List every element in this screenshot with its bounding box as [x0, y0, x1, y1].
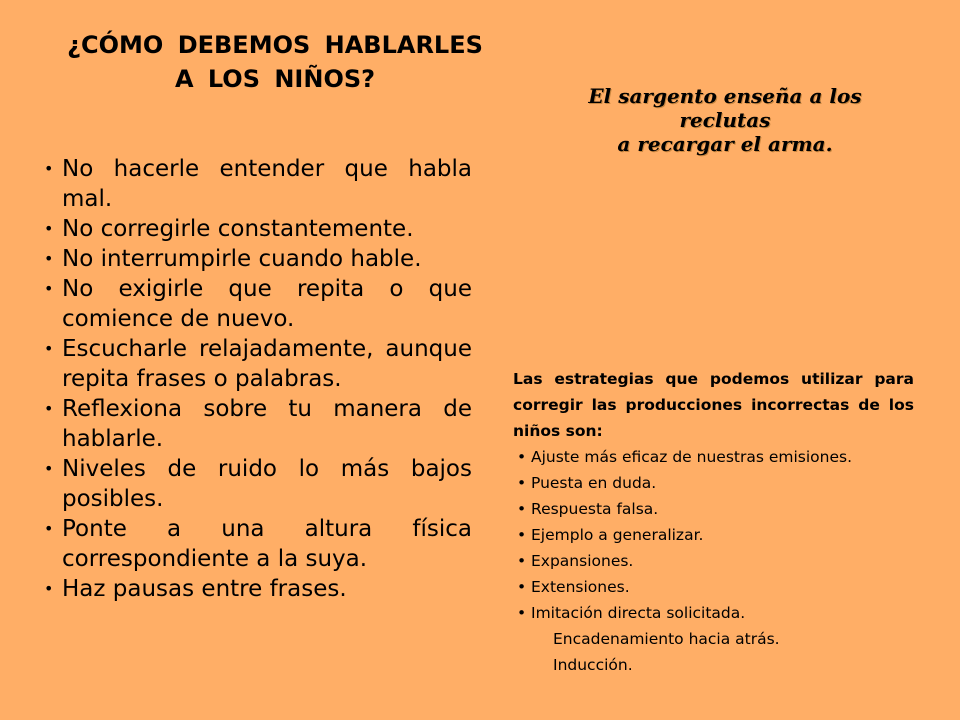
- strategy-item: • Expansiones.: [513, 548, 914, 574]
- strategies-list: [513, 444, 914, 678]
- caption-line-3: a recargar el arma.: [617, 132, 833, 156]
- tip-item: • Reflexiona sobre tu manera de hablarle.: [44, 394, 472, 454]
- page-title: [40, 28, 510, 96]
- caption-line-2: reclutas: [679, 108, 771, 132]
- tip-item: • Escucharle relajadamente, aunque repita frases o palabras.: [44, 334, 472, 394]
- tip-item: • Haz pausas entre frases.: [44, 574, 472, 604]
- tip-item: • No interrumpirle cuando hable.: [44, 244, 472, 274]
- strategies-box: [513, 366, 914, 678]
- caption-line-1: El sargento enseña a los: [588, 84, 862, 108]
- tip-item: • Niveles de ruido lo más bajos posibles.: [44, 454, 472, 514]
- strategy-item: • Puesta en duda.: [513, 470, 914, 496]
- tips-list: [44, 154, 472, 604]
- tip-item: • No exigirle que repita o que comience de nuevo.: [44, 274, 472, 334]
- tip-item: • No hacerle entender que habla mal.: [44, 154, 472, 214]
- strategy-item-unbulleted: Inducción.: [553, 656, 633, 674]
- strategy-item: • Respuesta falsa.: [513, 496, 914, 522]
- strategy-item: • Ejemplo a generalizar.: [513, 522, 914, 548]
- page-title-line-1: ¿CÓMO DEBEMOS HABLARLES: [67, 31, 483, 59]
- strategies-intro: Las estrategias que podemos utilizar para corregir las producciones incorrectas de los niños son:: [513, 370, 914, 440]
- page-title-line-2: A LOS NIÑOS?: [174, 65, 376, 93]
- strategy-item-unbulleted: Encadenamiento hacia atrás.: [553, 630, 780, 648]
- tip-item: • No corregirle constantemente.: [44, 214, 472, 244]
- strategy-item: • Ajuste más eficaz de nuestras emisiones.: [513, 444, 914, 470]
- strategy-item: • Extensiones.: [513, 574, 914, 600]
- tip-item: • Ponte a una altura física correspondiente a la suya.: [44, 514, 472, 574]
- strategy-item: • Imitación directa solicitada.: [513, 600, 914, 626]
- image-caption: [560, 84, 890, 156]
